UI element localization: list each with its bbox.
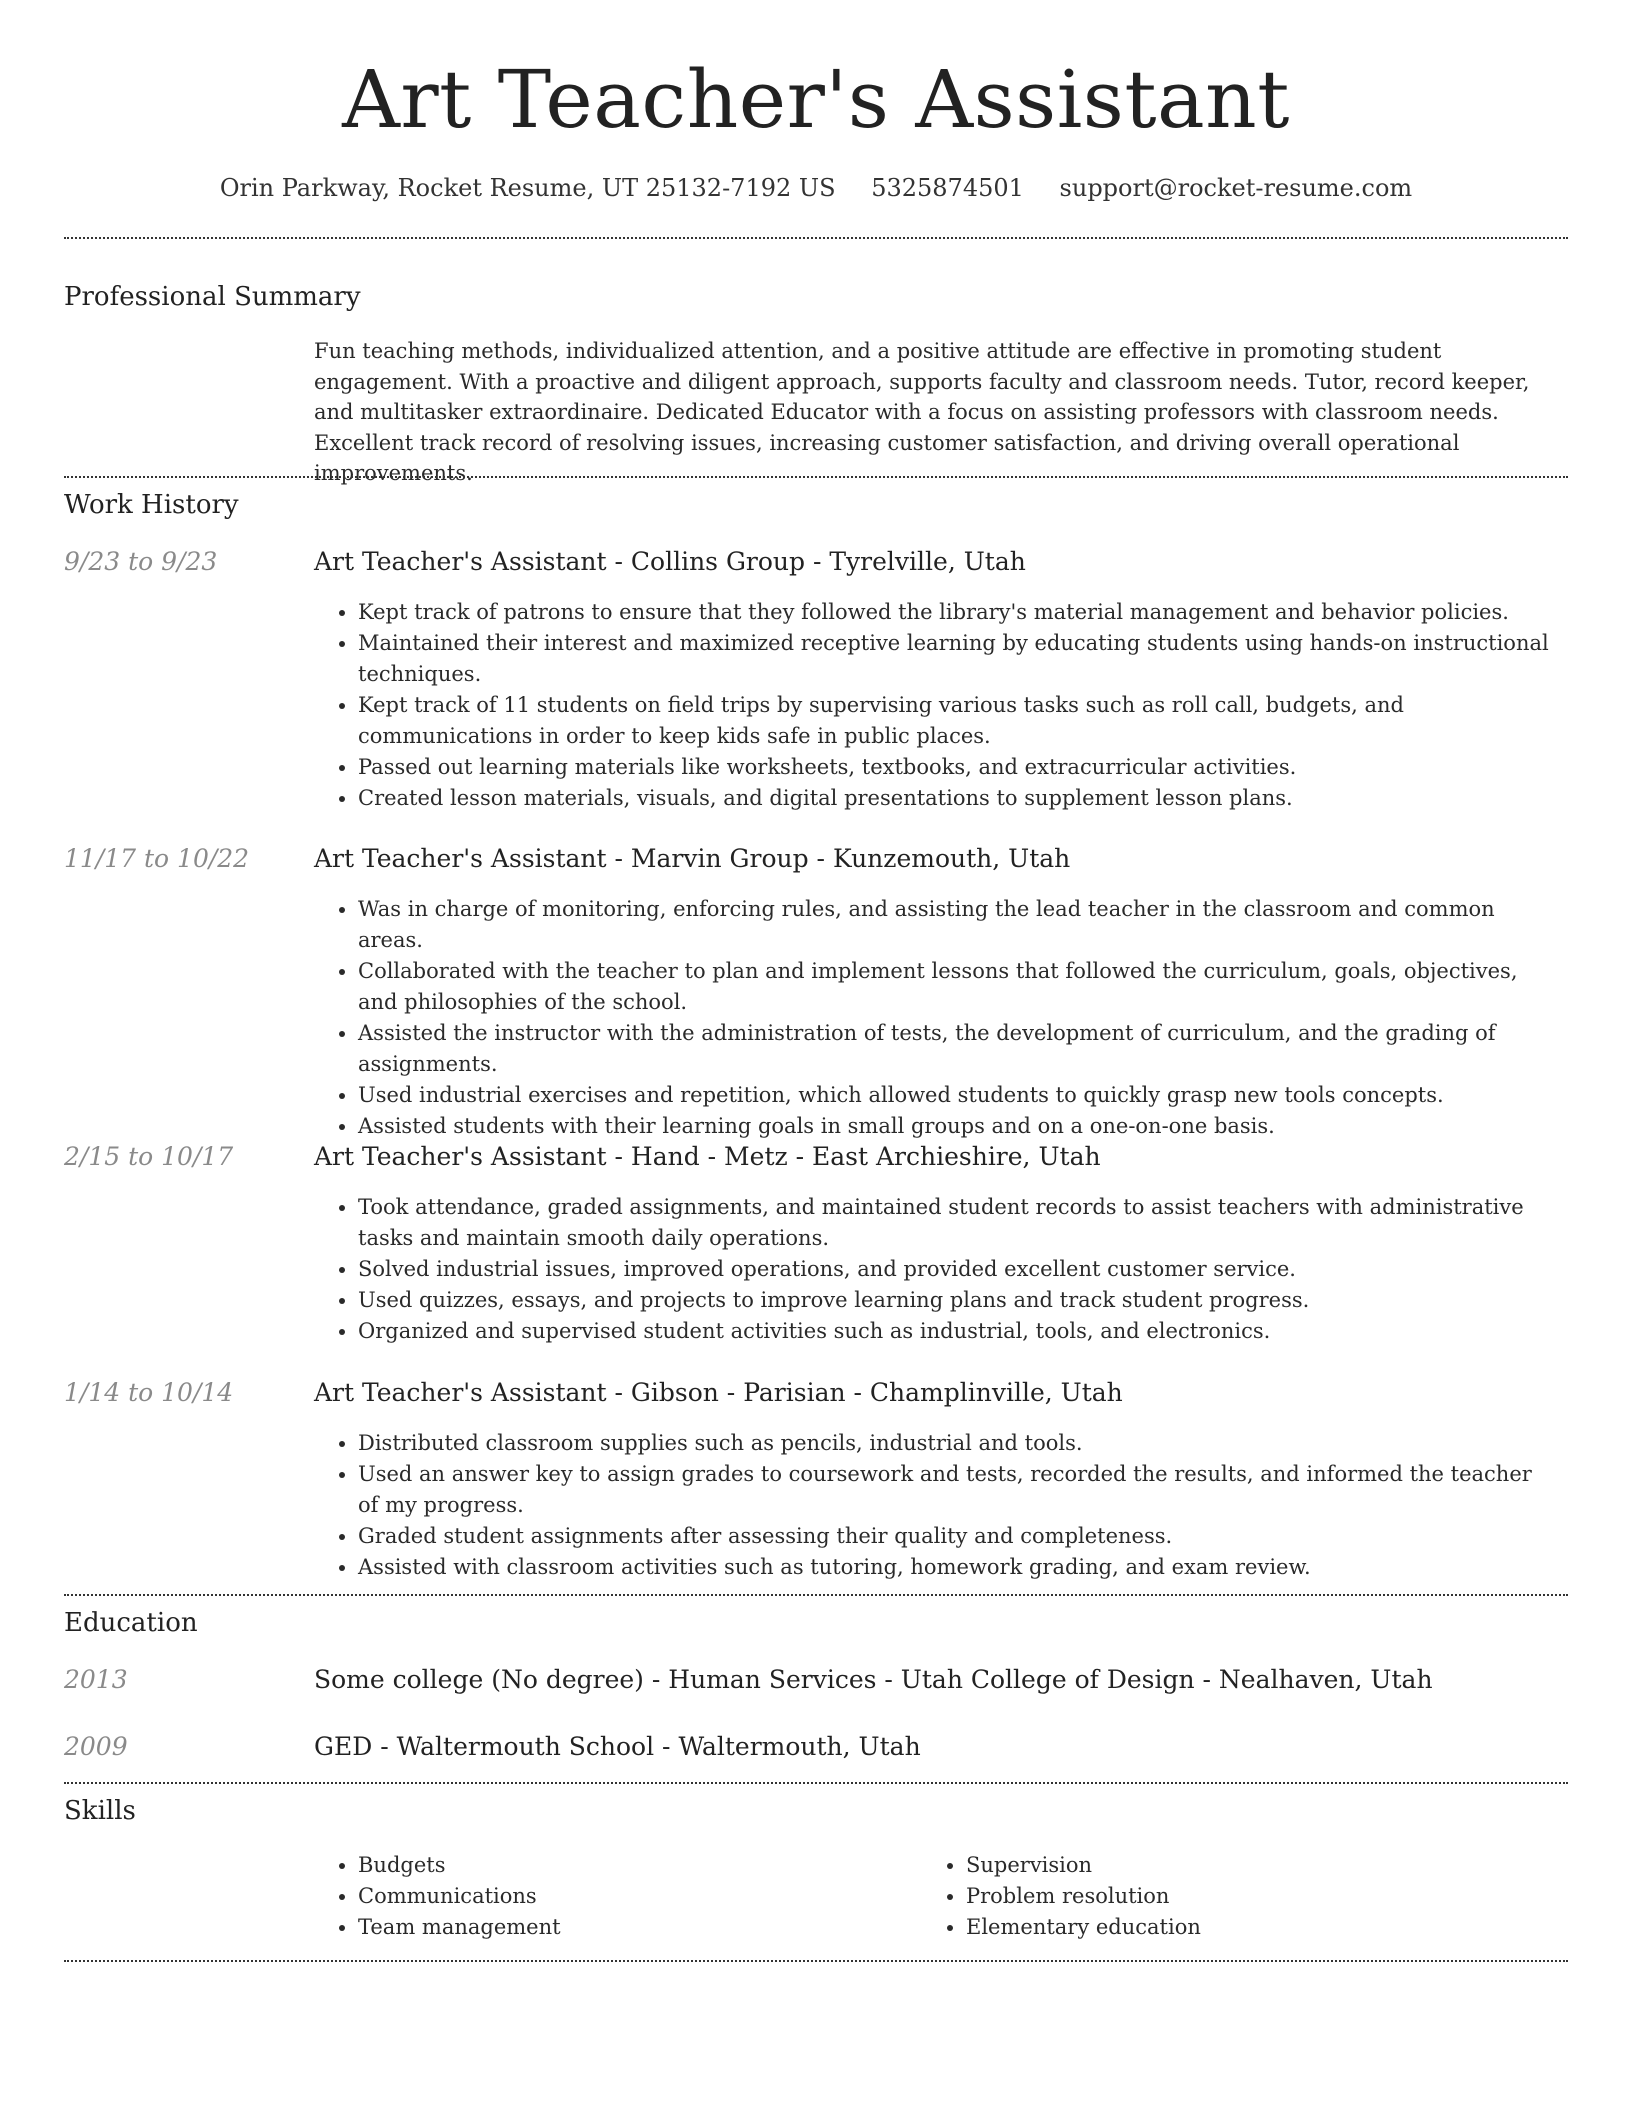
job-bullets [314, 597, 1558, 814]
job-bullet: • Passed out learning materials like worksheets, textbooks, and extracurricular activities. [358, 752, 1558, 783]
job-bullet: • Used an answer key to assign grades to coursework and tests, recorded the results, and informed the teacher of my progress. [358, 1459, 1558, 1521]
skills-list-right [922, 1850, 1482, 1943]
section-divider [64, 237, 1568, 239]
job-bullet: • Was in charge of monitoring, enforcing rules, and assisting the lead teacher in the classroom and common areas. [358, 894, 1558, 956]
education-year: 2009 [64, 1732, 128, 1761]
job-bullet: • Solved industrial issues, improved operations, and provided excellent customer service. [358, 1254, 1558, 1285]
skill-item: • Budgets [358, 1850, 874, 1881]
job-bullet: • Created lesson materials, visuals, and digital presentations to supplement lesson plans. [358, 783, 1558, 814]
education-title: Some college (No degree) - Human Services - Utah College of Design - Nealhaven, Utah [314, 1665, 1433, 1694]
job-title: Art Teacher's Assistant - Hand - Metz - East Archieshire, Utah [314, 1142, 1101, 1171]
job-bullet: • Graded student assignments after assessing their quality and completeness. [358, 1521, 1558, 1552]
skills-heading: Skills [64, 1796, 136, 1826]
job-bullets [314, 894, 1558, 1142]
section-divider [64, 1960, 1568, 1962]
job-bullet: • Collaborated with the teacher to plan and implement lessons that followed the curriculum, goals, objectives, and philosophies of the school. [358, 956, 1558, 1018]
work-history-heading: Work History [64, 490, 239, 520]
job-dates: 1/14 to 10/14 [64, 1378, 234, 1407]
skill-item: • Supervision [966, 1850, 1482, 1881]
skill-item: • Team management [358, 1912, 874, 1943]
skill-item: • Communications [358, 1881, 874, 1912]
job-dates: 9/23 to 9/23 [64, 547, 218, 576]
job-bullet: • Distributed classroom supplies such as pencils, industrial and tools. [358, 1428, 1558, 1459]
skills-list-left [314, 1850, 874, 1943]
job-bullets [314, 1428, 1558, 1583]
resume-title: Art Teacher's Assistant [342, 53, 1290, 146]
education-title: GED - Waltermouth School - Waltermouth, Utah [314, 1732, 921, 1761]
section-divider [64, 476, 1568, 478]
job-bullet: • Used quizzes, essays, and projects to improve learning plans and track student progress. [358, 1285, 1558, 1316]
section-divider [64, 1594, 1568, 1596]
job-title: Art Teacher's Assistant - Marvin Group - Kunzemouth, Utah [314, 844, 1071, 873]
skill-item: • Elementary education [966, 1912, 1482, 1943]
job-bullet: • Organized and supervised student activities such as industrial, tools, and electronics. [358, 1316, 1558, 1347]
contact-email: support@rocket-resume.com [1059, 174, 1413, 202]
job-bullet: • Assisted with classroom activities such as tutoring, homework grading, and exam review. [358, 1552, 1558, 1583]
job-bullet: • Assisted students with their learning goals in small groups and on a one-on-one basis. [358, 1111, 1558, 1142]
job-bullet: • Kept track of 11 students on field trips by supervising various tasks such as roll call, budgets, and communications in order to keep kids safe in public places. [358, 690, 1558, 752]
section-divider [64, 1782, 1568, 1784]
job-bullet: • Kept track of patrons to ensure that they followed the library's material management and behavior policies. [358, 597, 1558, 628]
job-dates: 11/17 to 10/22 [64, 844, 250, 873]
job-bullet: • Took attendance, graded assignments, and maintained student records to assist teachers with administrative tasks and maintain smooth daily operations. [358, 1192, 1558, 1254]
summary-text: Fun teaching methods, individualized attention, and a positive attitude are effective in promoting student engagement. With a proactive and diligent approach, supports faculty and classroom needs. Tutor, record keeper, and multitasker extraordinaire. Dedicated Educator with a focus on assisting professors with classroom needs. Excellent track record of resolving issues, increasing customer satisfaction, and driving overall operational improvements. [314, 339, 1530, 485]
job-bullet: • Maintained their interest and maximized receptive learning by educating students using hands-on instructional techniques. [358, 628, 1558, 690]
contact-phone: 5325874501 [871, 174, 1024, 202]
job-title: Art Teacher's Assistant - Collins Group - Tyrelville, Utah [314, 547, 1026, 576]
contact-line [0, 172, 1632, 204]
job-bullets [314, 1192, 1558, 1347]
contact-address: Orin Parkway, Rocket Resume, UT 25132-7192 US [219, 174, 836, 202]
summary-heading: Professional Summary [64, 282, 361, 312]
job-bullet: • Used industrial exercises and repetition, which allowed students to quickly grasp new tools concepts. [358, 1080, 1558, 1111]
job-bullet: • Assisted the instructor with the administration of tests, the development of curriculum, and the grading of assignments. [358, 1018, 1558, 1080]
job-dates: 2/15 to 10/17 [64, 1142, 234, 1171]
skill-item: • Problem resolution [966, 1881, 1482, 1912]
education-heading: Education [64, 1608, 198, 1638]
job-title: Art Teacher's Assistant - Gibson - Parisian - Champlinville, Utah [314, 1378, 1123, 1407]
education-year: 2013 [64, 1665, 128, 1694]
